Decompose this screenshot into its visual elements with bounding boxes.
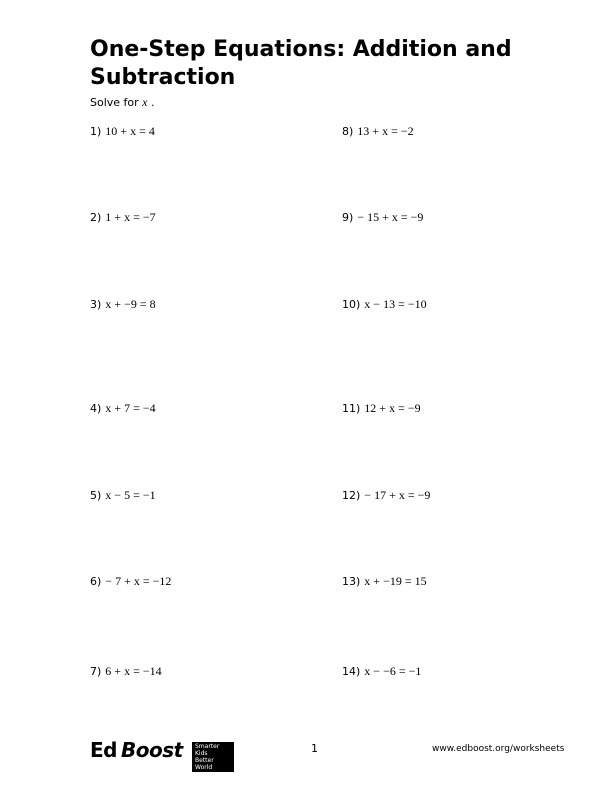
problem-12	[342, 486, 430, 504]
problem-number: 11)	[342, 402, 361, 415]
problem-equation: 12 + x = −9	[364, 401, 421, 415]
logo-ed-text: Ed	[90, 738, 117, 762]
logo-tagline	[192, 742, 234, 772]
problem-14	[342, 662, 421, 680]
problem-number: 6)	[90, 575, 102, 588]
problem-number: 4)	[90, 402, 102, 415]
problem-8	[342, 122, 414, 140]
problem-equation: x − 13 = −10	[364, 297, 427, 311]
problem-number: 2)	[90, 211, 102, 224]
problem-equation: 6 + x = −14	[105, 664, 162, 678]
problem-number: 1)	[90, 125, 102, 138]
problem-number: 7)	[90, 665, 102, 678]
problem-equation: x + 7 = −4	[105, 401, 156, 415]
edboost-logo	[90, 738, 250, 771]
problem-11	[342, 399, 421, 417]
problem-equation: − 7 + x = −12	[105, 574, 172, 588]
problem-equation: x + −9 = 8	[105, 297, 156, 311]
page-number: 1	[311, 742, 318, 755]
problem-7	[90, 662, 162, 680]
problem-equation: x − 5 = −1	[105, 488, 156, 502]
problem-1	[90, 122, 155, 140]
problem-number: 9)	[342, 211, 354, 224]
instructions-prefix: Solve for	[90, 96, 139, 109]
page-title: One-Step Equations: Addition and Subtraction	[90, 37, 512, 90]
problem-6	[90, 572, 171, 590]
problem-equation: 1 + x = −7	[105, 210, 156, 224]
instructions-suffix: .	[151, 96, 155, 109]
problem-number: 10)	[342, 298, 361, 311]
problem-5	[90, 486, 156, 504]
logo-boost-text: Boost	[121, 738, 183, 762]
logo-tagline-line-1: Smarter Kids	[195, 743, 220, 757]
problem-number: 14)	[342, 665, 361, 678]
logo-tagline-line-2: Better World	[195, 757, 214, 771]
problem-number: 13)	[342, 575, 361, 588]
problem-10	[342, 295, 427, 313]
problem-13	[342, 572, 427, 590]
instructions	[90, 95, 155, 110]
problem-4	[90, 399, 156, 417]
problem-3	[90, 295, 156, 313]
problem-equation: 10 + x = 4	[105, 124, 155, 138]
problem-number: 8)	[342, 125, 354, 138]
problem-equation: − 17 + x = −9	[364, 488, 431, 502]
problem-number: 3)	[90, 298, 102, 311]
footer-url: www.edboost.org/worksheets	[432, 744, 565, 754]
instructions-variable: x	[142, 95, 148, 109]
problem-equation: x + −19 = 15	[364, 574, 427, 588]
problem-number: 12)	[342, 489, 361, 502]
problem-equation: 13 + x = −2	[357, 124, 414, 138]
problem-equation: − 15 + x = −9	[357, 210, 424, 224]
problem-9	[342, 208, 423, 226]
problem-equation: x − −6 = −1	[364, 664, 422, 678]
problem-2	[90, 208, 156, 226]
problem-number: 5)	[90, 489, 102, 502]
